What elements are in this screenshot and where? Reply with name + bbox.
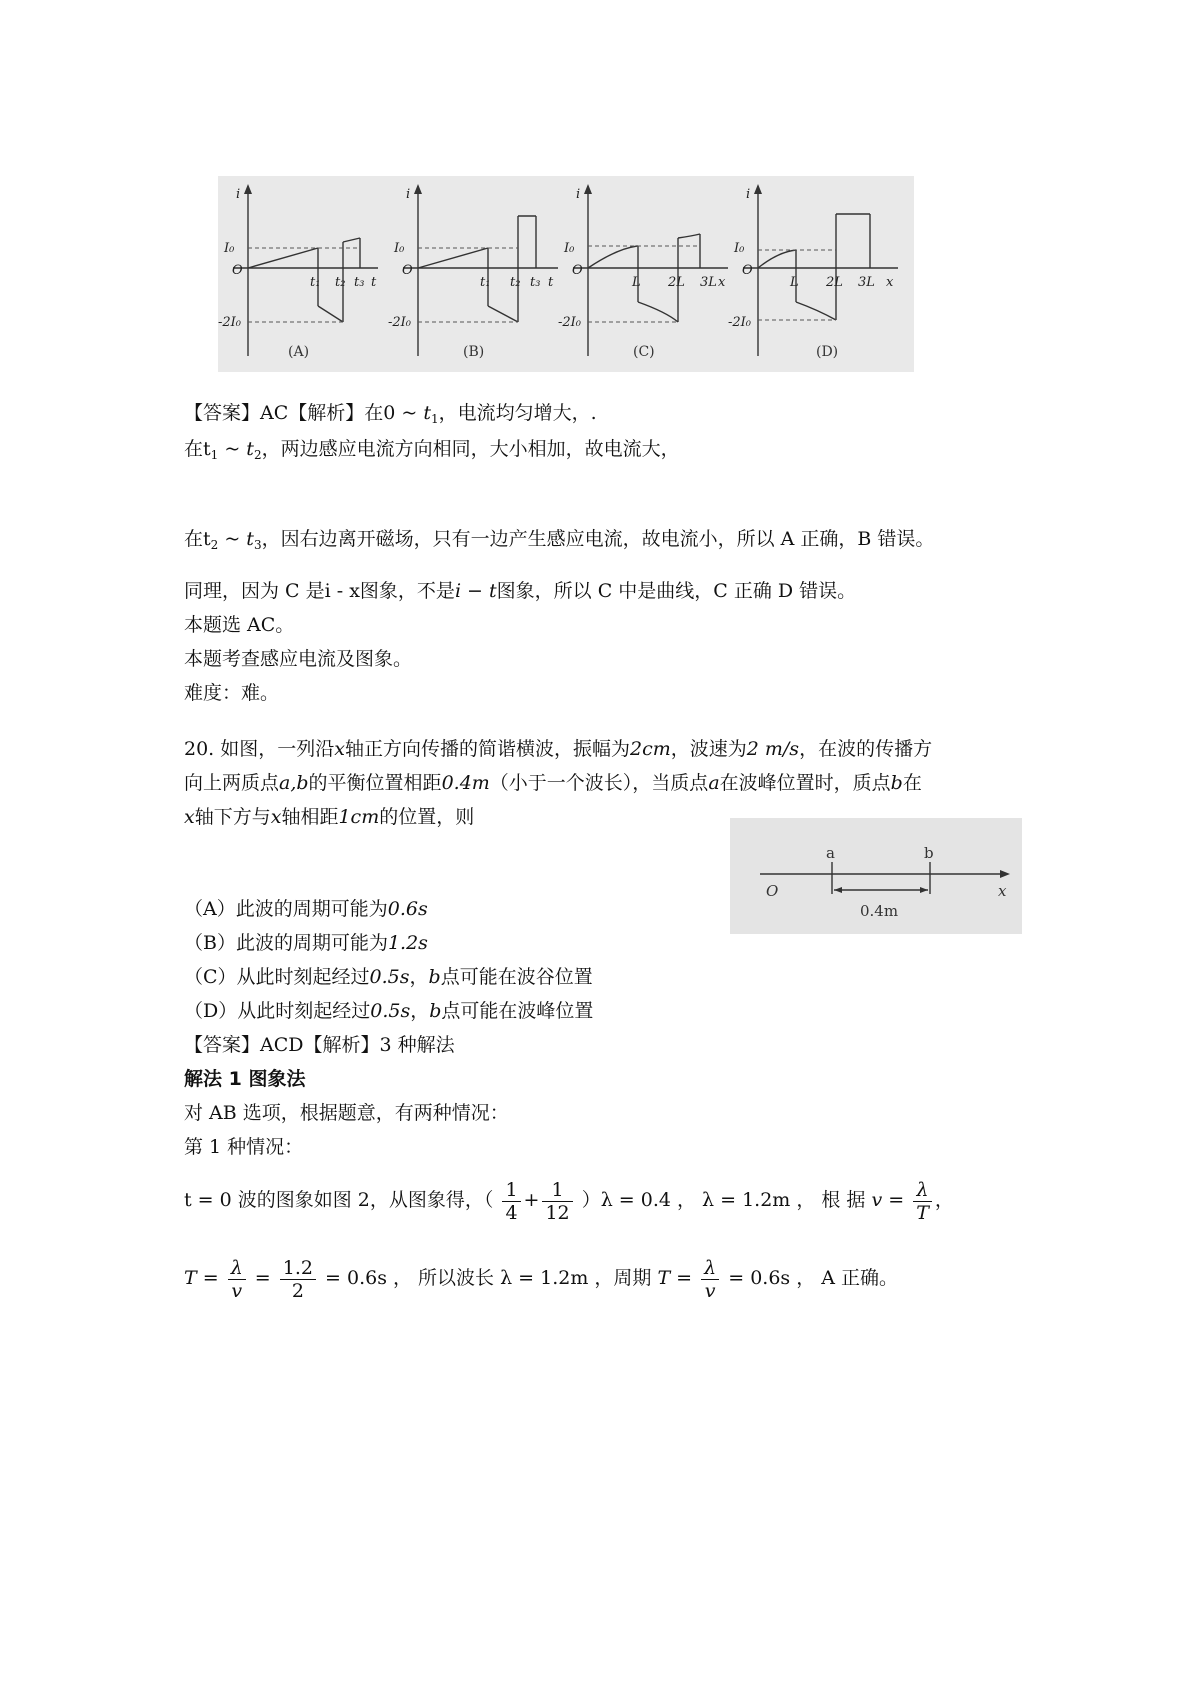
q20-line-1: 20. 如图，一列沿x轴正方向传播的简谐横波，振幅为2cm，波速为2 m/s，在波的传播方: [184, 738, 933, 760]
fraction-quarter: $\frac{1}{4}$: [502, 1179, 520, 1224]
wave-a: a: [826, 844, 835, 862]
fraction-lambda-v-2: $\frac{\lambda}{v}$: [701, 1257, 719, 1302]
panel-a-tick-2: t₂: [335, 275, 346, 290]
panel-c-tick-2: 2L: [668, 275, 685, 290]
wave-b: b: [924, 844, 934, 862]
fraction-lambda-t: $\frac{\lambda}{T}$: [913, 1179, 932, 1224]
fraction-twelfth: $\frac{1}{12}$: [542, 1179, 572, 1224]
panel-d-neg2i0: -2I₀: [728, 315, 752, 330]
panel-a-tick-3: t₃: [354, 275, 365, 290]
panel-b-tick-2: t₂: [510, 275, 521, 290]
panel-a-label: (A): [288, 344, 310, 360]
panel-b-origin: O: [402, 263, 413, 278]
fraction-1-2-over-2: $\frac{1.2}{2}$: [280, 1257, 316, 1302]
panel-d-i0: I₀: [734, 241, 745, 256]
panel-a-tick-1: t₁: [310, 275, 321, 290]
panel-d-tick-1: L: [790, 275, 799, 290]
wave-origin: O: [766, 882, 779, 900]
panel-d-tick-4: x: [886, 275, 894, 290]
q20-line-2: 向上两质点a,b的平衡位置相距0.4m（小于一个波长），当质点a在波峰位置时，质点b在: [184, 772, 922, 794]
panel-b-tick-4: t: [548, 275, 554, 290]
panel-c-i0: I₀: [564, 241, 575, 256]
panel-a-neg2i0: -2I₀: [218, 315, 242, 330]
panel-b-tick-3: t₃: [530, 275, 541, 290]
panel-c-origin: O: [572, 263, 583, 278]
panel-b-axis-i: i: [406, 187, 411, 202]
wave-figure-svg: [730, 818, 1022, 934]
graph-figure: [218, 176, 914, 372]
wave-distance: 0.4m: [860, 902, 899, 920]
answer-line-4: 同理，因为 C 是i - x图象，不是i − t图象，所以 C 中是曲线，C 正确 D 错误。: [184, 580, 857, 602]
q20-line-3: x轴下方与x轴相距1cm的位置，则: [184, 806, 475, 828]
panel-b-neg2i0: -2I₀: [388, 315, 412, 330]
graph-figure-svg: [218, 176, 914, 372]
panel-c-tick-3: 3L: [700, 275, 717, 290]
panel-b-label: (B): [463, 344, 485, 360]
ab-intro: 对 AB 选项，根据题意，有两种情况：: [184, 1102, 509, 1124]
panel-c-neg2i0: -2I₀: [558, 315, 582, 330]
panel-c-label: (C): [633, 344, 655, 360]
panel-a-axis-i: i: [236, 187, 241, 202]
panel-d-origin: O: [742, 263, 753, 278]
panel-d-tick-2: 2L: [826, 275, 843, 290]
panel-d-tick-3: 3L: [858, 275, 875, 290]
panel-c-tick-1: L: [632, 275, 641, 290]
answer-line-3: 在$t_2$ ~ $t_3$，因右边离开磁场，只有一边产生感应电流，故电流小，所以 A 正确，B 错误。: [184, 528, 935, 552]
panel-b-tick-1: t₁: [480, 275, 491, 290]
panel-a-tick-4: t: [371, 275, 377, 290]
panel-a-i0: I₀: [224, 241, 235, 256]
panel-d-label: (D): [816, 344, 839, 360]
answer-line-7: 难度：难。: [184, 682, 280, 704]
case-1: 第 1 种情况：: [184, 1136, 304, 1158]
panel-c-tick-4: x: [718, 275, 726, 290]
wave-x: x: [998, 882, 1007, 900]
panel-a-origin: O: [232, 263, 243, 278]
fraction-lambda-v: $\frac{\lambda}{v}$: [228, 1257, 246, 1302]
panel-d-axis-i: i: [746, 187, 751, 202]
answer-line-6: 本题考查感应电流及图象。: [184, 648, 413, 670]
method-1-heading: 解法 1 图象法: [184, 1068, 306, 1090]
q20-answer: 【答案】ACD【解析】3 种解法: [184, 1034, 455, 1056]
answer-line-5: 本题选 AC。: [184, 614, 295, 636]
option-d: （D）从此时刻起经过0.5s，b点可能在波峰位置: [184, 1000, 594, 1022]
answer-line-2: 在$t_1$ ~ $t_2$，两边感应电流方向相同，大小相加，故电流大，: [184, 438, 680, 462]
equation-2: T = $\frac{\lambda}{v}$ = $\frac{1.2}{2}$ = 0.6s ， 所以波长 λ = 1.2m ，周期 T = $\frac{\lambda}{v}$ = 0.6s ， A 正确。: [184, 1256, 899, 1302]
panel-c-axis-i: i: [576, 187, 581, 202]
answer-line-1: 【答案】AC【解析】在0 ~ $t_1$，电流均匀增大，.: [184, 402, 597, 426]
option-c: （C）从此时刻起经过0.5s，b点可能在波谷位置: [184, 966, 593, 988]
equation-1: t = 0 波的图象如图 2，从图象得，（ $\frac{1}{4}$ + $\frac{1}{12}$ ）λ = 0.4 ， λ = 1.2m ， 根 据 v = $\frac{\lambda}{T}$ ，: [184, 1178, 954, 1224]
option-b: （B）此波的周期可能为1.2s: [184, 932, 428, 954]
option-a: （A）此波的周期可能为0.6s: [184, 898, 428, 920]
panel-b-i0: I₀: [394, 241, 405, 256]
wave-figure: [730, 818, 1022, 934]
